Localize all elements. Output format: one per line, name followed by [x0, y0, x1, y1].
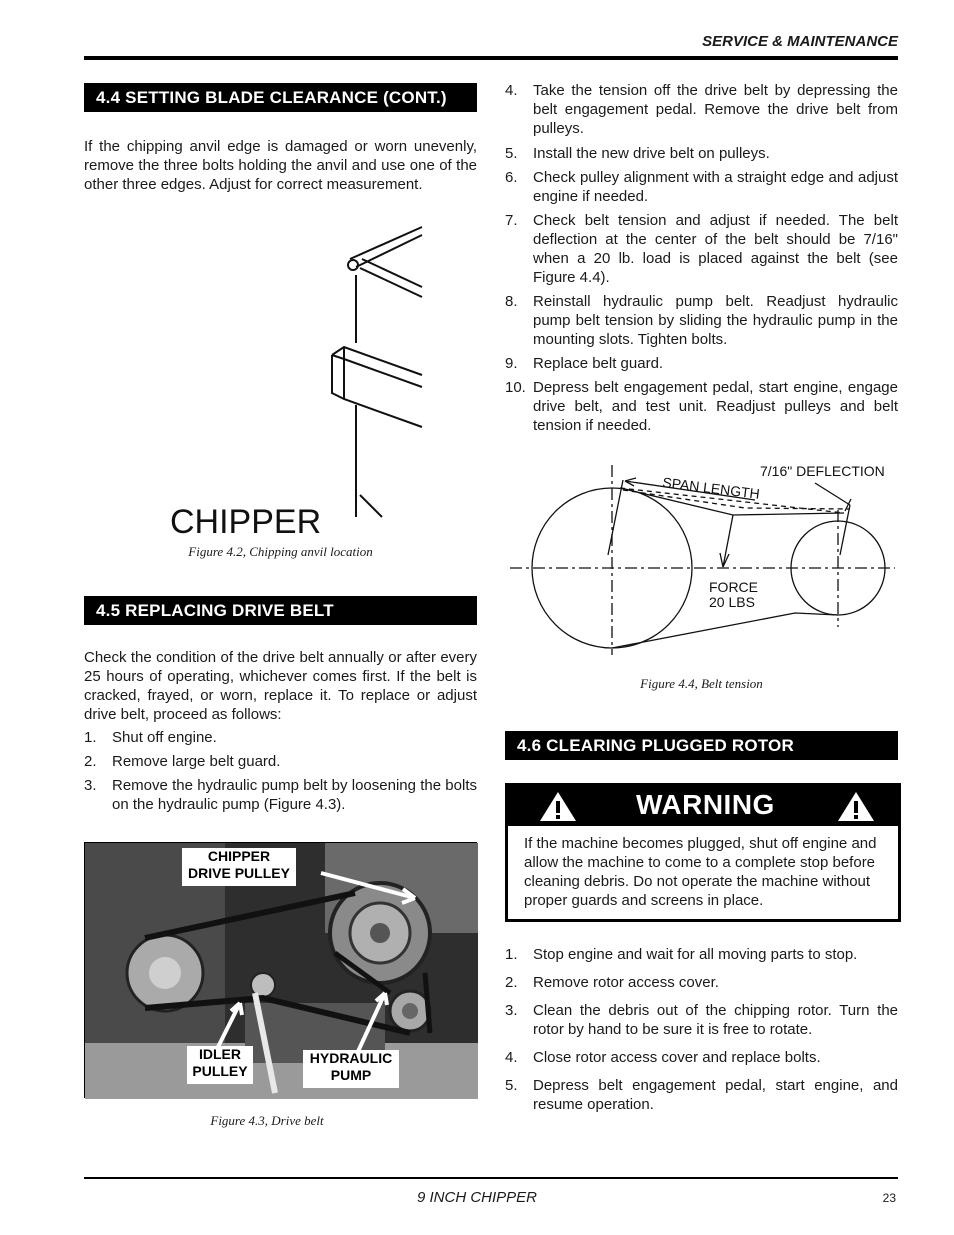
warning-triangle-icon: [538, 790, 578, 823]
idler-pulley-label: IDLER PULLEY: [187, 1046, 253, 1084]
list-item: 2. Remove rotor access cover.: [505, 974, 719, 991]
footer-title: 9 INCH CHIPPER: [416, 1189, 538, 1206]
list-item: 9. Replace belt guard.: [505, 355, 664, 372]
deflection-label: 7/16" DEFLECTION: [760, 463, 885, 479]
span-length-label: SPAN LENGTH: [661, 474, 761, 502]
header-rule: [84, 56, 898, 60]
list-item: 2. Remove large belt guard.: [84, 753, 281, 770]
footer-rule: [84, 1177, 898, 1179]
section-4-4-heading: 4.4 SETTING BLADE CLEARANCE (CONT.): [84, 83, 477, 112]
belt-tension-diagram: [505, 455, 900, 660]
running-header: SERVICE & MAINTENANCE: [702, 33, 898, 50]
list-item: 6. Check pulley alignment with a straight edge and adjust engine if needed.: [505, 169, 898, 205]
list-item: 3. Clean the debris out of the chipping rotor. Turn the rotor by hand to be sure it is free to rotate.: [505, 1002, 898, 1038]
list-item: 1. Stop engine and wait for all moving parts to stop.: [505, 946, 858, 963]
hydraulic-pump-label: HYDRAULIC PUMP: [303, 1050, 399, 1088]
chipper-drive-pulley-label: CHIPPER DRIVE PULLEY: [182, 848, 296, 886]
section-4-5-text: Check the condition of the drive belt annually or after every 25 hours of operating, whichever comes first. If the belt is cracked, frayed, or worn, replace it. To replace or adjust drive belt, proceed as follows:: [84, 649, 477, 723]
section-4-6-heading: 4.6 CLEARING PLUGGED ROTOR: [505, 731, 898, 760]
list-item: 5. Install the new drive belt on pulleys.: [505, 145, 770, 162]
chipper-decal-text: CHIPPER: [170, 503, 322, 541]
list-item: 3. Remove the hydraulic pump belt by loosening the bolts on the hydraulic pump (Figure 4.3).: [84, 777, 477, 813]
list-item: 4. Take the tension off the drive belt by depressing the belt engagement pedal. Remove the drive belt from pulleys.: [505, 82, 898, 137]
plugged-rotor-steps: [505, 945, 898, 1114]
warning-title: WARNING: [636, 789, 775, 820]
figure-4-2-caption: Figure 4.2, Chipping anvil location: [188, 544, 373, 559]
list-item: 4. Close rotor access cover and replace bolts.: [505, 1049, 821, 1066]
drive-belt-steps-right: [505, 81, 898, 435]
page-number: 23: [882, 1191, 896, 1205]
warning-box: [505, 783, 901, 922]
figure-4-4-caption: Figure 4.4, Belt tension: [640, 676, 763, 691]
list-item: 10. Depress belt engagement pedal, start engine, engage drive belt, and test unit. Readjust pulleys and belt tension if needed.: [505, 379, 898, 434]
warning-text: If the machine becomes plugged, shut off engine and allow the machine to come to a complete stop before cleaning debris. Do not operate the machine without proper guards and screens in place.: [524, 835, 877, 909]
list-item: 1. Shut off engine.: [84, 729, 217, 746]
warning-header: [508, 786, 898, 826]
figure-4-3-caption: Figure 4.3, Drive belt: [210, 1113, 324, 1128]
force-label: FORCE: [709, 579, 758, 595]
list-item: 7. Check belt tension and adjust if needed. The belt deflection at the center of the belt should be 7/16" when a 20 lb. load is placed against the belt (see Figure 4.4).: [505, 212, 898, 286]
anvil-drawing: [160, 215, 430, 541]
section-4-5-heading: 4.5 REPLACING DRIVE BELT: [84, 596, 477, 625]
list-item: 5. Depress belt engagement pedal, start engine, and resume operation.: [505, 1077, 898, 1113]
drive-belt-photo: [84, 842, 477, 1098]
section-4-4-text: If the chipping anvil edge is damaged or worn unevenly, remove the three bolts holding the anvil and use one of the other three edges. Adjust for correct measurement.: [84, 138, 477, 193]
force-value-label: 20 LBS: [709, 594, 755, 610]
drive-belt-steps-left: [84, 728, 477, 814]
list-item: 8. Reinstall hydraulic pump belt. Readjust hydraulic pump belt tension by sliding the hydraulic pump in the mounting slots. Tighten bolts.: [505, 293, 898, 348]
warning-triangle-icon: [836, 790, 876, 823]
